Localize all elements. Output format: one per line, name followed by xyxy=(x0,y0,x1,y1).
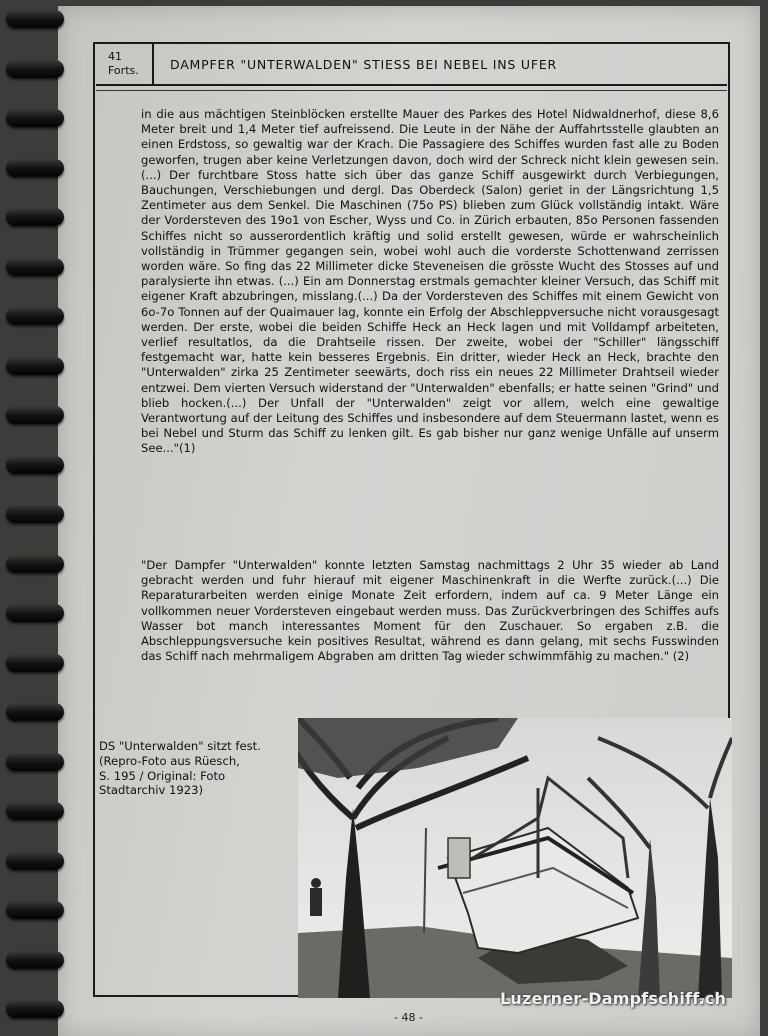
header-page-number: 41 xyxy=(108,50,122,63)
binding-ring xyxy=(6,307,64,325)
page-number: - 48 - xyxy=(394,1011,423,1024)
photo-caption xyxy=(99,739,295,798)
binding-ring xyxy=(6,109,64,127)
binding-ring xyxy=(6,208,64,226)
caption-line: Stadtarchiv 1923) xyxy=(99,783,204,798)
binding-ring xyxy=(6,456,64,474)
watermark: Luzerner-Dampfschiff.ch xyxy=(500,989,727,1008)
caption-line: DS "Unterwalden" sitzt fest. xyxy=(99,739,261,753)
binding-ring xyxy=(6,1000,64,1018)
binding-ring xyxy=(6,802,64,820)
binding-ring xyxy=(6,901,64,919)
binding-ring xyxy=(6,951,64,969)
header-continued-label: Forts. xyxy=(108,64,139,77)
header-number-box xyxy=(96,44,154,84)
binding-ring xyxy=(6,703,64,721)
body-paragraph-2: "Der Dampfer "Unterwalden" konnte letzten Samstag nachmittags 2 Uhr 35 wieder ab Land gebracht werden und fuhr hierauf mit eigener Maschinenkraft in die Werfte zurück.(...) Die Reparaturarbeiten werden einige Monate Zeit erfordern, indem auf ca. 9 Meter Länge ein vollkommen neuer Vordersteven eingebaut werden muss. Das Zurückverbringen des Schiffes aufs Wasser bot manch interessantes Moment für den Zuschauer. So ergaben z.B. die Abschleppungsversuche kein positives Resultat, während es dann gelang, mit sechs Fusswinden das Schiff nach mehrmaligem Abgraben am dritten Tag wieder schwimmfähig zu machen." (2) xyxy=(141,558,719,664)
binding-ring xyxy=(6,753,64,771)
caption-line: (Repro-Foto aus Rüesch, xyxy=(99,753,240,768)
ship-photo-image xyxy=(298,718,732,998)
binding-ring xyxy=(6,159,64,177)
binding-ring xyxy=(6,654,64,672)
binding-ring xyxy=(6,406,64,424)
body-paragraph-1: in die aus mächtigen Steinblöcken erstellte Mauer des Parkes des Hotel Nidwaldnerhof, diese 8,6 Meter breit und 1,4 Meter tief aufreissend. Die Leute in der Nähe der Auffahrtsstelle glaubten an einen Erdstoss, so gewaltig war der Krach. Die Passagiere des Schiffes wurden fast alle zu Boden geworfen, trugen aber keine Verletzungen davon, doch wird der Schreck nicht klein gewesen sein. (...) Der furchtbare Stoss hatte sich über das ganze Schiff ausgewirkt durch Verbiegungen, Bauchungen, Verschiebungen und dergl. Das Oberdeck (Salon) geriet in der Längsrichtung 1,5 Zentimeter aus dem Senkel. Die Maschinen (75o PS) blieben zum Glück vollständig intakt. Wäre der Vordersteven des 19o1 von Escher, Wyss und Co. in Zürich erbauten, 85o Personen fassenden Schiffes nicht so ausserordentlich kräftig und solid erstellt gewesen, würde er wahrscheinlich vollständig in Trümmer gegangen sein, wobei wohl auch die vorderste Schottenwand zerrissen worden wäre. So fing das 22 Millimeter dicke Steveneisen die grösste Wucht des Stosses auf und paralysierte ihn etwas. (...) Ein am Donnerstag erstmals gemachter kleiner Versuch, das Schiff mit eigener Kraft abzubringen, misslang.(...) Da der Vordersteven des Schiffes mit einem Gewicht von 6o-7o Tonnen auf der Quaimauer lag, konnte ein Erfolg der Abschleppversuche nicht vorausgesagt werden. Der erste, wobei die beiden Schiffe Heck an Heck lagen und mit Volldampf arbeiteten, verlief resultatlos, da die Drahtseile rissen. Der zweite, wobei der "Schiller" längsschiff festgemacht war, hatte kein besseres Ergebnis. Ein dritter, wieder Heck an Heck, brachte den "Unterwalden" zirka 25 Zentimeter seewärts, doch riss ein neues 22 Millimeter Drahtseil wieder entzwei. Dem vierten Versuch widerstand der "Unterwalden" ebenfalls; er hatte seinen "Grind" und blieb hocken.(...) Der Unfall der "Unterwalden" zeigt vor allem, welch eine gewaltige Verantwortung auf der Leitung des Schiffes und insbesondere auf dem Steuermann lastet, wenn es bei Nebel und Sturm das Schiff zu lenken gilt. Es gab bisher nur ganz wenige Unfälle auf unserm See..."(1) xyxy=(141,107,719,456)
binding-ring xyxy=(6,604,64,622)
caption-line: S. 195 / Original: Foto xyxy=(99,768,226,783)
binding-ring xyxy=(6,555,64,573)
binding-ring xyxy=(6,505,64,523)
ship-photo xyxy=(298,718,732,998)
page-title: DAMPFER "UNTERWALDEN" STIESS BEI NEBEL INS UFER xyxy=(170,57,558,72)
header-divider xyxy=(96,90,727,91)
page-header xyxy=(96,44,727,86)
binding-ring xyxy=(6,10,64,28)
binding-ring xyxy=(6,357,64,375)
binding-ring xyxy=(6,60,64,78)
binding-ring xyxy=(6,258,64,276)
spiral-binding xyxy=(0,0,70,1024)
binding-ring xyxy=(6,852,64,870)
